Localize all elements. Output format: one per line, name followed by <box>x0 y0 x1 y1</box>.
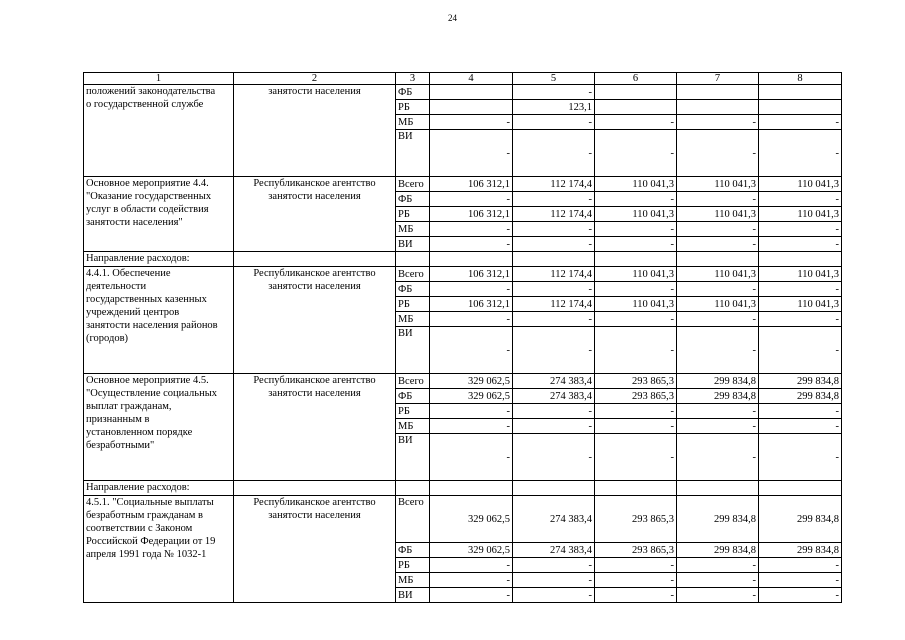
value-year-6: - <box>595 192 677 207</box>
value-year-6: - <box>595 282 677 297</box>
direction-label: Направление расходов: <box>84 481 234 496</box>
value-year-7: - <box>677 222 759 237</box>
column-header-2: 2 <box>234 73 396 85</box>
value-year-7: - <box>677 192 759 207</box>
value-year-6 <box>595 100 677 115</box>
value-year-7: - <box>677 588 759 603</box>
empty-cell <box>234 481 396 496</box>
column-header-4: 4 <box>430 73 513 85</box>
value-year-6: 293 865,3 <box>595 496 677 543</box>
value-year-5: - <box>513 573 595 588</box>
value-year-8: 110 041,3 <box>759 177 842 192</box>
table-row <box>84 267 842 282</box>
funding-source: РБ <box>396 404 430 419</box>
value-year-4: - <box>430 327 513 374</box>
value-year-5: 112 174,4 <box>513 207 595 222</box>
activity-description: положений законодательства о государственной службе <box>84 85 234 177</box>
value-year-4: 106 312,1 <box>430 177 513 192</box>
value-year-7: - <box>677 115 759 130</box>
value-year-8: - <box>759 434 842 481</box>
value-year-6: - <box>595 222 677 237</box>
funding-source: МБ <box>396 312 430 327</box>
funding-source: МБ <box>396 115 430 130</box>
column-header-5: 5 <box>513 73 595 85</box>
value-year-8: 299 834,8 <box>759 496 842 543</box>
funding-source: ФБ <box>396 85 430 100</box>
value-year-8: 299 834,8 <box>759 543 842 558</box>
value-year-4: - <box>430 237 513 252</box>
value-year-7: 299 834,8 <box>677 374 759 389</box>
table-row <box>84 177 842 192</box>
value-year-5: - <box>513 192 595 207</box>
value-year-8: - <box>759 558 842 573</box>
value-year-7: 299 834,8 <box>677 543 759 558</box>
value-year-8: - <box>759 573 842 588</box>
budget-table <box>83 72 842 603</box>
value-year-6: - <box>595 588 677 603</box>
value-year-4: - <box>430 192 513 207</box>
value-year-4: - <box>430 282 513 297</box>
value-year-4: 106 312,1 <box>430 267 513 282</box>
value-year-7: 299 834,8 <box>677 496 759 543</box>
value-year-7: - <box>677 558 759 573</box>
value-year-7: - <box>677 282 759 297</box>
direction-label: Направление расходов: <box>84 252 234 267</box>
header-row <box>84 73 842 85</box>
value-year-4: - <box>430 130 513 177</box>
empty-cell <box>513 252 595 267</box>
value-year-8: - <box>759 237 842 252</box>
value-year-7: - <box>677 404 759 419</box>
value-year-5: 112 174,4 <box>513 267 595 282</box>
value-year-5: - <box>513 222 595 237</box>
value-year-4: - <box>430 222 513 237</box>
value-year-6: - <box>595 404 677 419</box>
value-year-8: - <box>759 312 842 327</box>
value-year-7 <box>677 85 759 100</box>
funding-source: РБ <box>396 100 430 115</box>
value-year-8: - <box>759 404 842 419</box>
value-year-7: - <box>677 419 759 434</box>
value-year-5: 123,1 <box>513 100 595 115</box>
column-header-3: 3 <box>396 73 430 85</box>
page-number: 24 <box>448 13 457 23</box>
value-year-8: - <box>759 327 842 374</box>
value-year-8: - <box>759 588 842 603</box>
value-year-4: 106 312,1 <box>430 207 513 222</box>
empty-cell <box>759 481 842 496</box>
value-year-6: 110 041,3 <box>595 207 677 222</box>
value-year-5: - <box>513 404 595 419</box>
empty-cell <box>396 481 430 496</box>
value-year-8: 299 834,8 <box>759 374 842 389</box>
empty-cell <box>430 252 513 267</box>
value-year-7: 110 041,3 <box>677 297 759 312</box>
table-body <box>84 73 842 603</box>
value-year-7: 110 041,3 <box>677 177 759 192</box>
value-year-7: - <box>677 327 759 374</box>
funding-source: РБ <box>396 558 430 573</box>
empty-cell <box>595 252 677 267</box>
value-year-5: - <box>513 419 595 434</box>
value-year-4: - <box>430 419 513 434</box>
empty-cell <box>677 481 759 496</box>
value-year-4 <box>430 85 513 100</box>
responsible-agency: Республиканское агентство занятости населения <box>234 496 396 603</box>
empty-cell <box>759 252 842 267</box>
funding-source: Всего <box>396 267 430 282</box>
column-header-6: 6 <box>595 73 677 85</box>
empty-cell <box>396 252 430 267</box>
value-year-4: - <box>430 588 513 603</box>
value-year-4: - <box>430 434 513 481</box>
value-year-6 <box>595 85 677 100</box>
funding-source: ВИ <box>396 130 430 177</box>
table-row <box>84 85 842 100</box>
responsible-agency: Республиканское агентство занятости населения <box>234 177 396 252</box>
value-year-4: 329 062,5 <box>430 543 513 558</box>
value-year-7: - <box>677 434 759 481</box>
value-year-5: - <box>513 237 595 252</box>
funding-source: Всего <box>396 374 430 389</box>
value-year-8: - <box>759 115 842 130</box>
value-year-6: - <box>595 312 677 327</box>
value-year-6: - <box>595 573 677 588</box>
value-year-6: - <box>595 115 677 130</box>
value-year-8 <box>759 85 842 100</box>
value-year-6: 110 041,3 <box>595 177 677 192</box>
value-year-5: 274 383,4 <box>513 374 595 389</box>
funding-source: МБ <box>396 222 430 237</box>
value-year-6: - <box>595 419 677 434</box>
table-row <box>84 496 842 543</box>
responsible-agency: Республиканское агентство занятости населения <box>234 374 396 481</box>
funding-source: МБ <box>396 573 430 588</box>
value-year-4: 329 062,5 <box>430 374 513 389</box>
funding-source: ФБ <box>396 192 430 207</box>
funding-source: ВИ <box>396 327 430 374</box>
value-year-6: - <box>595 558 677 573</box>
column-header-8: 8 <box>759 73 842 85</box>
value-year-7: 299 834,8 <box>677 389 759 404</box>
value-year-6: - <box>595 327 677 374</box>
value-year-5: - <box>513 327 595 374</box>
value-year-5: - <box>513 130 595 177</box>
value-year-6: - <box>595 434 677 481</box>
funding-source: РБ <box>396 297 430 312</box>
column-header-7: 7 <box>677 73 759 85</box>
funding-source: ФБ <box>396 282 430 297</box>
funding-source: ВИ <box>396 588 430 603</box>
column-header-1: 1 <box>84 73 234 85</box>
value-year-6: 110 041,3 <box>595 297 677 312</box>
funding-source: Всего <box>396 177 430 192</box>
table-row <box>84 374 842 389</box>
activity-description: Основное мероприятие 4.5. "Осуществление социальных выплат гражданам, признанным в установленном порядке безработными" <box>84 374 234 481</box>
empty-cell <box>513 481 595 496</box>
value-year-5: 274 383,4 <box>513 389 595 404</box>
value-year-5: - <box>513 85 595 100</box>
funding-source: Всего <box>396 496 430 543</box>
value-year-8: 110 041,3 <box>759 267 842 282</box>
value-year-5: 274 383,4 <box>513 543 595 558</box>
funding-source: ФБ <box>396 389 430 404</box>
empty-cell <box>677 252 759 267</box>
funding-source: ВИ <box>396 434 430 481</box>
value-year-8: - <box>759 222 842 237</box>
value-year-8: - <box>759 130 842 177</box>
value-year-5: - <box>513 282 595 297</box>
funding-source: МБ <box>396 419 430 434</box>
value-year-4: - <box>430 404 513 419</box>
value-year-5: 112 174,4 <box>513 297 595 312</box>
value-year-5: - <box>513 312 595 327</box>
value-year-5: - <box>513 434 595 481</box>
value-year-7 <box>677 100 759 115</box>
value-year-6: - <box>595 237 677 252</box>
responsible-agency: Республиканское агентство занятости населения <box>234 267 396 374</box>
value-year-5: - <box>513 588 595 603</box>
value-year-4: 329 062,5 <box>430 496 513 543</box>
value-year-4: - <box>430 115 513 130</box>
direction-row <box>84 481 842 496</box>
value-year-7: - <box>677 237 759 252</box>
responsible-agency: занятости населения <box>234 85 396 177</box>
value-year-4: - <box>430 558 513 573</box>
value-year-6: - <box>595 130 677 177</box>
value-year-4: - <box>430 312 513 327</box>
value-year-4 <box>430 100 513 115</box>
value-year-8: 299 834,8 <box>759 389 842 404</box>
empty-cell <box>234 252 396 267</box>
value-year-5: - <box>513 558 595 573</box>
direction-row <box>84 252 842 267</box>
value-year-7: - <box>677 130 759 177</box>
value-year-6: 110 041,3 <box>595 267 677 282</box>
value-year-4: 106 312,1 <box>430 297 513 312</box>
funding-source: ФБ <box>396 543 430 558</box>
value-year-8: 110 041,3 <box>759 207 842 222</box>
value-year-5: - <box>513 115 595 130</box>
value-year-8: 110 041,3 <box>759 297 842 312</box>
value-year-7: - <box>677 573 759 588</box>
value-year-6: 293 865,3 <box>595 389 677 404</box>
value-year-8 <box>759 100 842 115</box>
value-year-6: 293 865,3 <box>595 374 677 389</box>
value-year-4: - <box>430 573 513 588</box>
budget-table-container <box>83 72 841 601</box>
activity-description: 4.4.1. Обеспечение деятельности государственных казенных учреждений центров занятости населения районов (городов) <box>84 267 234 374</box>
empty-cell <box>430 481 513 496</box>
value-year-8: - <box>759 419 842 434</box>
value-year-7: - <box>677 312 759 327</box>
empty-cell <box>595 481 677 496</box>
activity-description: Основное мероприятие 4.4. "Оказание государственных услуг в области содействия занятости населения" <box>84 177 234 252</box>
value-year-5: 274 383,4 <box>513 496 595 543</box>
value-year-8: - <box>759 192 842 207</box>
value-year-7: 110 041,3 <box>677 207 759 222</box>
funding-source: РБ <box>396 207 430 222</box>
activity-description: 4.5.1. "Социальные выплаты безработным гражданам в соответствии с Законом Российской Федерации от 19 апреля 1991 года № 1032-1 <box>84 496 234 603</box>
value-year-6: 293 865,3 <box>595 543 677 558</box>
value-year-4: 329 062,5 <box>430 389 513 404</box>
value-year-5: 112 174,4 <box>513 177 595 192</box>
value-year-8: - <box>759 282 842 297</box>
funding-source: ВИ <box>396 237 430 252</box>
value-year-7: 110 041,3 <box>677 267 759 282</box>
